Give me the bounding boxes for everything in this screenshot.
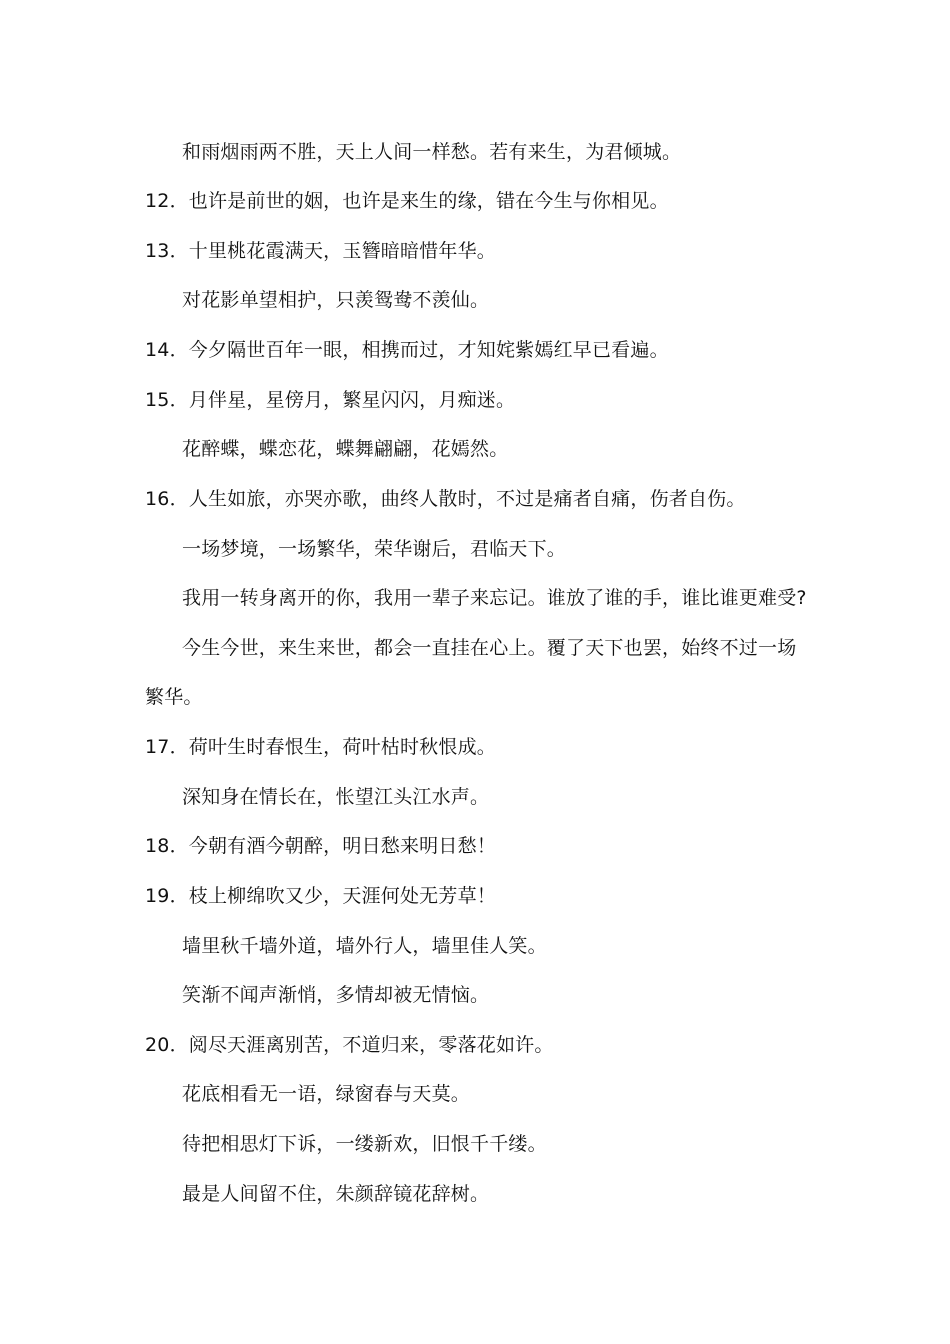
text-line: 和雨烟雨两不胜，天上人间一样愁。若有来生，为君倾城。: [182, 141, 682, 163]
numbered-line-20: 20．阅尽天涯离别苦，不道归来，零落花如许。: [145, 1034, 554, 1056]
text-line: 对花影单望相护，只羡鸳鸯不羡仙。: [182, 289, 490, 311]
text-line: 最是人间留不住，朱颜辞镜花辞树。: [182, 1183, 490, 1205]
numbered-line-17: 17．荷叶生时春恨生，荷叶枯时秋恨成。: [145, 736, 496, 758]
numbered-line-15: 15．月伴星，星傍月，繁星闪闪，月痴迷。: [145, 389, 516, 411]
text-line: 待把相思灯下诉，一缕新欢，旧恨千千缕。: [182, 1133, 547, 1155]
text-line: 我用一转身离开的你，我用一辈子来忘记。谁放了谁的手，谁比谁更难受?: [182, 587, 807, 609]
numbered-line-13: 13．十里桃花霞满天，玉簪暗暗惜年华。: [145, 240, 496, 262]
text-line: 深知身在情长在，怅望江头江水声。: [182, 786, 490, 808]
text-line: 花底相看无一语，绿窗春与天莫。: [182, 1083, 471, 1105]
text-line: 笑渐不闻声渐悄，多情却被无情恼。: [182, 984, 490, 1006]
text-line: 墙里秋千墙外道，墙外行人，墙里佳人笑。: [182, 935, 547, 957]
numbered-line-19: 19．枝上柳绵吹又少，天涯何处无芳草！: [145, 885, 496, 907]
numbered-line-14: 14．今夕隔世百年一眼，相携而过，才知姹紫嫣红早已看遍。: [145, 339, 669, 361]
text-line: 今生今世，来生来世，都会一直挂在心上。覆了天下也罢，始终不过一场: [182, 637, 797, 659]
text-line-continuation: 繁华。: [145, 686, 203, 708]
numbered-line-16: 16．人生如旅，亦哭亦歌，曲终人散时，不过是痛者自痛，伤者自伤。: [145, 488, 746, 510]
numbered-line-18: 18．今朝有酒今朝醉，明日愁来明日愁！: [145, 835, 496, 857]
text-line: 花醉蝶，蝶恋花，蝶舞翩翩，花嫣然。: [182, 438, 509, 460]
text-line: 一场梦境，一场繁华，荣华谢后，君临天下。: [182, 538, 567, 560]
numbered-line-12: 12．也许是前世的姻，也许是来生的缘，错在今生与你相见。: [145, 190, 669, 212]
